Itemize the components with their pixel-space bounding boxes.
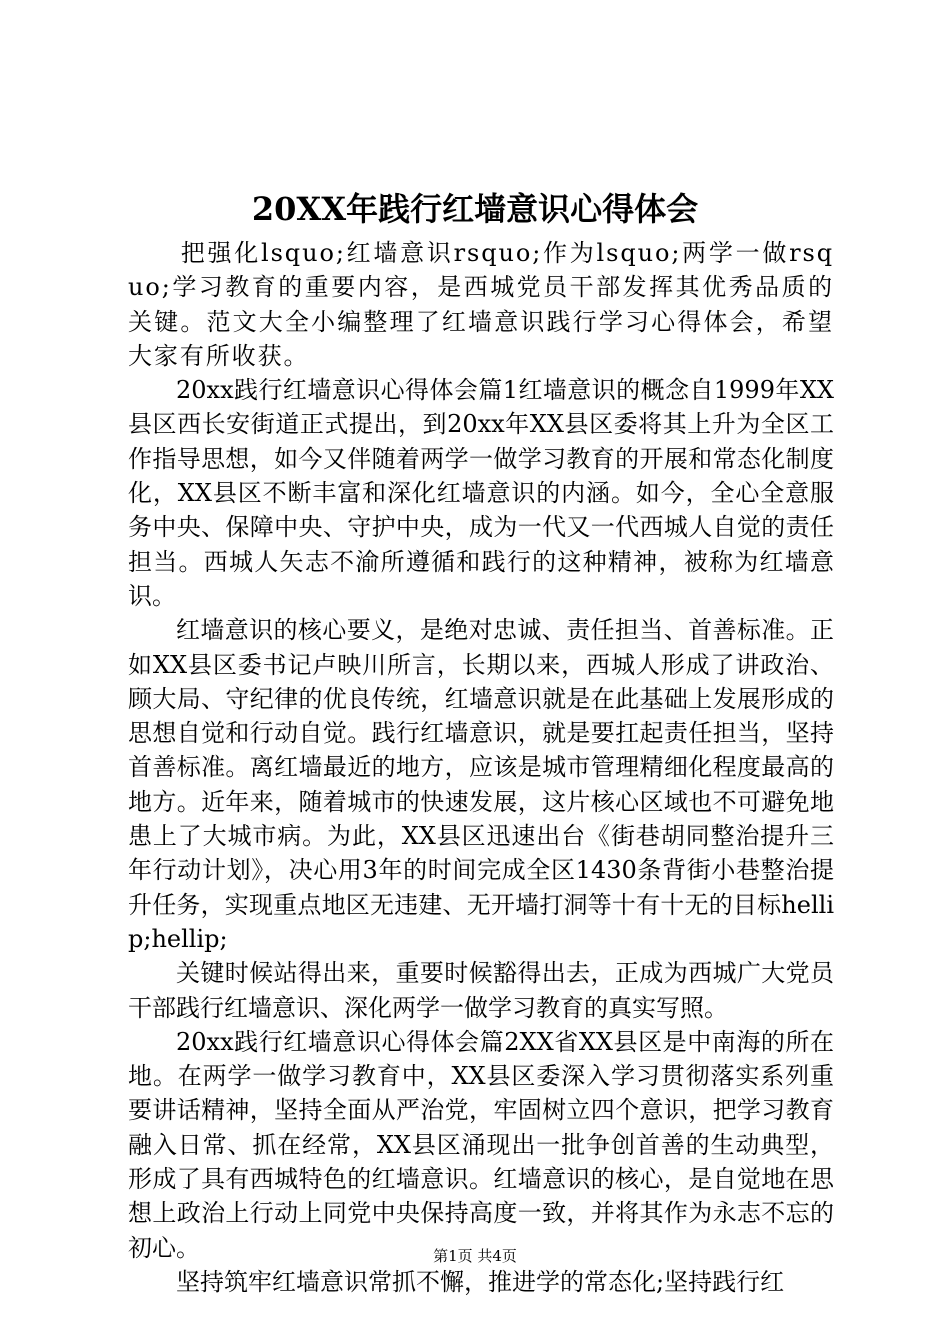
document-body [128, 236, 834, 1299]
paragraph-intro: 把强化lsquo;红墙意识rsquo;作为lsquo;两学一做rsquo;学习教育的重要内容，是西城党员干部发挥其优秀品质的关键。范文大全小编整理了红墙意识践行学习心得体会，希望大家有所收获。 [128, 239, 834, 370]
paragraph-1: 20xx践行红墙意识心得体会篇1红墙意识的概念自1999年XX县区西长安街道正式提出，到20xx年XX县区委将其上升为全区工作指导思想，如今又伴随着两学一做学习教育的开展和常态化制度化，XX县区不断丰富和深化红墙意识的内涵。如今，全心全意服务中央、保障中央、守护中央，成为一代又一代西城人自觉的责任担当。西城人矢志不渝所遵循和践行的这种精神，被称为红墙意识。 [128, 376, 834, 610]
paragraph-2: 红墙意识的核心要义，是绝对忠诚、责任担当、首善标准。正如XX县区委书记卢映川所言，长期以来，西城人形成了讲政治、顾大局、守纪律的优良传统，红墙意识就是在此基础上发展形成的思想自觉和行动自觉。践行红墙意识，就是要扛起责任担当，坚持首善标准。离红墙最近的地方，应该是城市管理精细化程度最高的地方。近年来，随着城市的快速发展，这片核心区域也不可避免地患上了大城市病。为此，XX县区迅速出台《街巷胡同整治提升三年行动计划》，决心用3年的时间完成全区1430条背街小巷整治提升任务，实现重点地区无违建、无开墙打洞等十有十无的目标hellip;hellip; [128, 616, 834, 953]
paragraph-5: 坚持筑牢红墙意识常抓不懈，推进学的常态化;坚持践行红 [176, 1267, 785, 1296]
paragraph-4: 20xx践行红墙意识心得体会篇2XX省XX县区是中南海的所在地。在两学一做学习教育中，XX县区委深入学习贯彻落实系列重要讲话精神，坚持全面从严治党，牢固树立四个意识，把学习教育融入日常、抓在经常，XX县区涌现出一批争创首善的生动典型，形成了具有西城特色的红墙意识。红墙意识的核心，是自觉地在思想上政治上行动上同党中央保持高度一致，并将其作为永志不忘的初心。 [128, 1027, 834, 1262]
paragraph-3: 关键时候站得出来，重要时候豁得出去，正成为西城广大党员干部践行红墙意识、深化两学一做学习教育的真实写照。 [128, 959, 834, 1022]
document-title: 20XX年践行红墙意识心得体会 [251, 190, 699, 228]
page-number-footer: 第1页 共4页 [433, 1247, 517, 1265]
